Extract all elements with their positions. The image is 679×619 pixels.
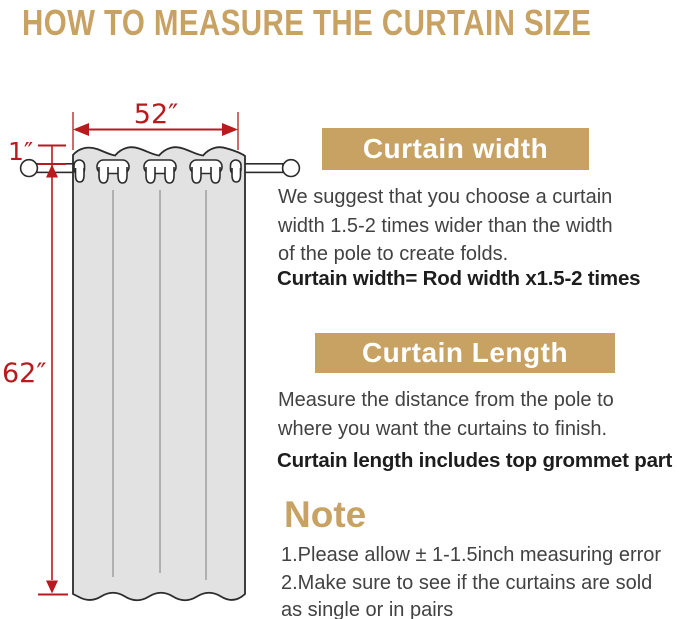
rod-finial-right: [283, 160, 300, 177]
width-dimension-label: 52″: [133, 99, 179, 130]
length-dimension-arrow: [2, 146, 68, 595]
note-heading: Note: [284, 494, 367, 535]
curtain-measurement-diagram: [0, 0, 310, 619]
curtain-length-description: [278, 386, 614, 443]
curtain-panel: [73, 147, 245, 600]
page-title: HOW TO MEASURE THE CURTAIN SIZE: [22, 2, 592, 43]
curtain-length-heading: Curtain Length: [315, 333, 615, 373]
curtain-length-line-1: Measure the distance from the pole to: [278, 389, 614, 411]
curtain-width-description: [278, 183, 613, 269]
note-line-2: 2.Make sure to see if the curtains are sold: [281, 571, 653, 594]
note-line-3: as single or in pairs: [281, 599, 454, 619]
rod-right-segment: [244, 164, 283, 173]
curtain-width-line-3: of the pole to create folds.: [278, 243, 509, 265]
curtain-length-line-2: where you want the curtains to finish.: [278, 417, 608, 440]
width-dimension-arrow: [73, 99, 238, 150]
curtain-length-formula: Curtain length includes top grommet part: [277, 449, 673, 472]
length-dimension-label: 62″: [2, 358, 47, 389]
note-body: [281, 542, 661, 619]
curtain-width-line-1: We suggest that you choose a curtain: [278, 186, 613, 208]
note-line-1: 1.Please allow ± 1-1.5inch measuring error: [281, 544, 662, 566]
top-offset-dimension: [8, 137, 66, 166]
top-offset-label: 1″: [8, 137, 34, 166]
curtain-width-line-2: width 1.5-2 times wider than the width: [278, 214, 613, 237]
curtain-width-heading: Curtain width: [322, 128, 589, 170]
curtain-width-formula: Curtain width= Rod width x1.5-2 times: [277, 267, 641, 290]
